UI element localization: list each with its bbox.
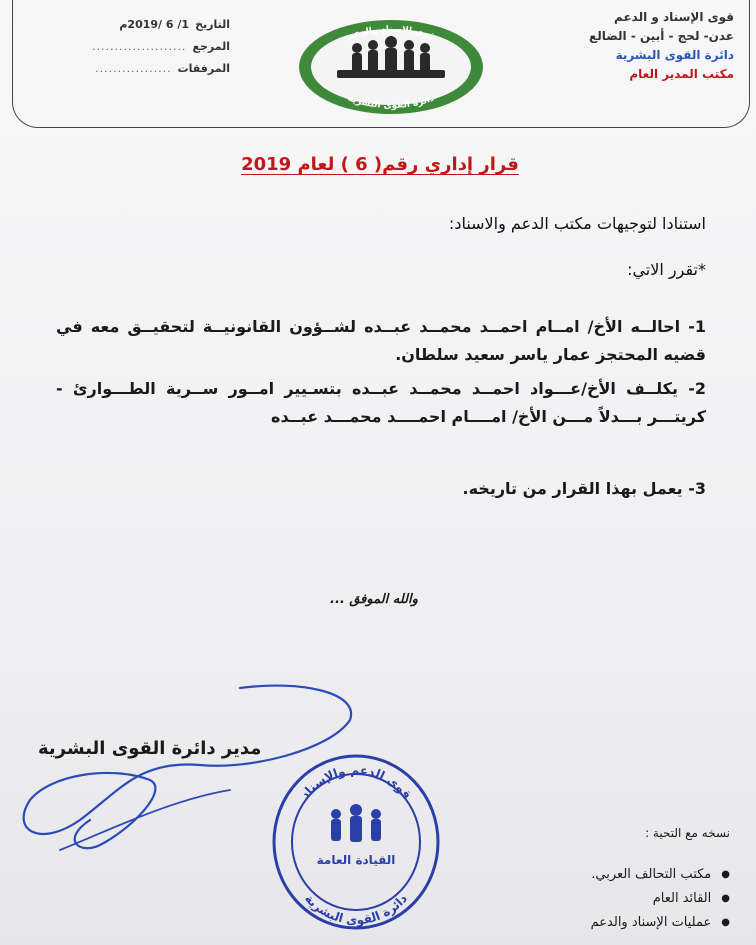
decree-intro: استنادا لتوجيهات مكتب الدعم والاسناد:: [448, 214, 706, 233]
decree-heading: *تقرر الاتي:: [627, 260, 706, 279]
logo-bottom-text: دائرة القوى البشرية: [346, 93, 436, 112]
decree-title: قرار إداري رقم( 6 ) لعام 2019: [241, 154, 519, 175]
recipient-name: عمليات الإسناد والدعم: [590, 914, 712, 930]
org-office: مكتب المدير العام: [629, 67, 734, 81]
attachments-blank: .................: [95, 62, 172, 75]
org-department: دائرة القوى البشرية: [615, 48, 734, 62]
organization-logo: [297, 18, 485, 116]
date-label: التاريخ: [195, 18, 230, 31]
decree-item: 2- يكلــف الأخ/عـــواد احمــد محمــد عبــده بتسـيير امــور ســرية الطـــوارئ - كريتـــر بـــدلاً مـــن الأخ/ امــــام احمــــد محمـــد عبــده: [56, 379, 706, 426]
official-stamp: [270, 752, 442, 932]
stamp-bottom-text: دائرة القوى البشرية: [302, 891, 410, 928]
decree-item: 1- احالــه الأخ/ امــام احمــد محمــد عبــده لشــؤون القانونيــة لتحقيــق معه في قضيه المحتجز عمار ياسر سعيد سلطان.: [56, 317, 706, 364]
reference-label: المرجع: [192, 40, 230, 53]
list-item: [591, 886, 730, 910]
org-name: قوى الإسناد و الدعم: [614, 10, 734, 24]
letterhead-organization: [504, 8, 734, 84]
decree-item: 3- يعمل بهذا القرار من تاريخه.: [462, 479, 706, 498]
manager-title: مدير دائرة القوى البشرية: [38, 738, 262, 759]
org-regions: عدن- لحج - أبين - الضالع: [589, 29, 734, 43]
recipient-name: مكتب التحالف العربي.: [591, 866, 712, 882]
attachments-label: المرفقات: [177, 62, 230, 75]
list-item: [591, 862, 730, 886]
recipient-name: القائد العام: [652, 890, 712, 906]
date-row: [80, 14, 230, 36]
stamp-top-text: قوى الدعم والإسناد: [297, 762, 415, 802]
attachments-row: [80, 58, 230, 80]
bullet-icon: ●: [721, 916, 730, 928]
logo-top-text: قوى الاسناد والدعم: [345, 24, 437, 43]
copies-label: نسخه مع التحية :: [645, 826, 730, 840]
reference-row: [80, 36, 230, 58]
bullet-icon: ●: [721, 892, 730, 904]
bullet-icon: ●: [721, 868, 730, 880]
date-value: 1/ 6 /2019م: [119, 18, 190, 31]
list-item: [591, 910, 730, 934]
stamp-middle-text: القيادة العامة: [316, 853, 396, 867]
copies-list: [591, 862, 730, 934]
reference-blank: .....................: [92, 40, 187, 53]
closing-phrase: والله الموفق ...: [330, 592, 418, 607]
letterhead-meta: [80, 14, 230, 80]
